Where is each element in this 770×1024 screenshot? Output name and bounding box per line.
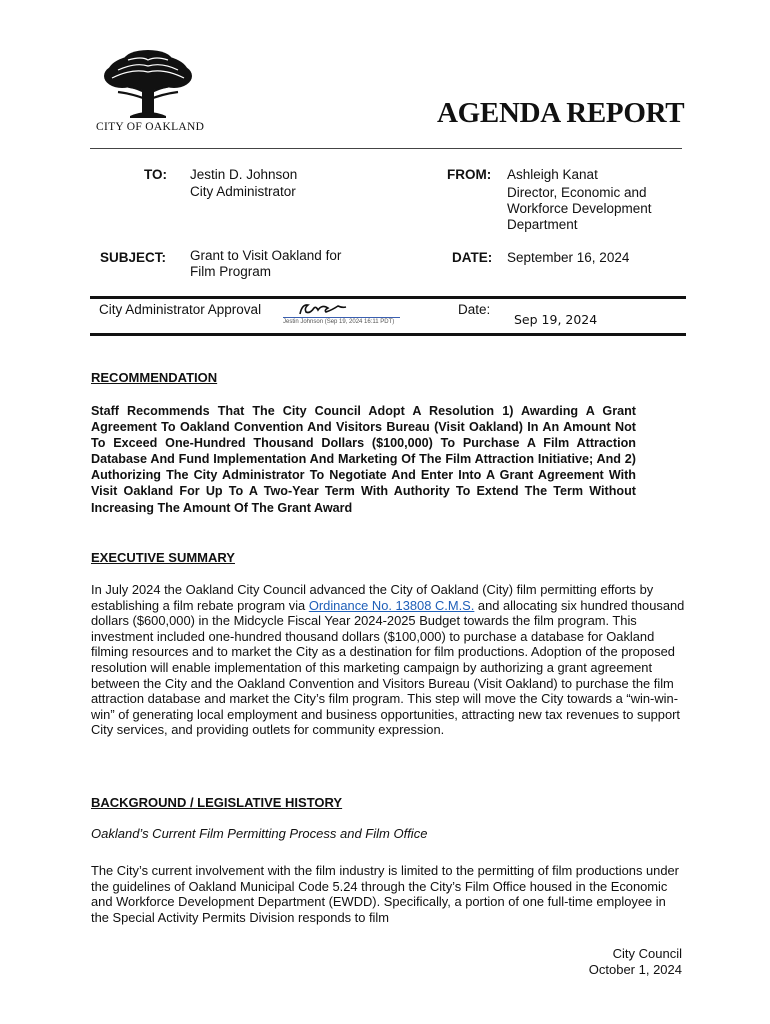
executive-summary-body <box>91 582 687 738</box>
subject-line-1: Grant to Visit Oakland for <box>190 248 342 263</box>
from-label: FROM: <box>447 167 492 182</box>
approval-top-rule <box>90 296 686 299</box>
approval-date-label: Date: <box>458 302 491 317</box>
executive-summary-heading: EXECUTIVE SUMMARY <box>91 550 235 565</box>
background-heading: BACKGROUND / LEGISLATIVE HISTORY <box>91 795 343 810</box>
signature-line <box>283 317 400 318</box>
subject-label: SUBJECT: <box>100 250 167 265</box>
approval-date-value: Sep 19, 2024 <box>514 312 598 327</box>
report-title: AGENDA REPORT <box>437 97 685 129</box>
date-value: September 16, 2024 <box>507 250 630 265</box>
from-name: Ashleigh Kanat <box>507 167 598 182</box>
recommendation-heading: RECOMMENDATION <box>91 370 218 385</box>
date-label: DATE: <box>452 250 493 265</box>
recommendation-body: Staff Recommends That The City Council Adopt A Resolution 1) Awarding A Grant Agreement To Oakland Convention And Visitors Bureau (Visit Oakland) In An Amount Not To Exceed One-Hundred Thousand Dollars ($100,000) To Purchase A Film Attraction Database And Fund Implementation And Marketing Of The Film Attraction Initiative; And 2) Authorizing The City Administrator To Negotiate And Enter Into A Grant Agreement With Visit Oakland For Up To A Two-Year Term With Authority To Extend The Term Without Increasing The Amount Of The Grant Award <box>91 404 636 515</box>
footer-meeting: City Council <box>612 946 682 961</box>
from-title-line-3: Department <box>507 217 578 232</box>
signature-mark <box>298 300 348 318</box>
executive-summary-text-1: In July 2024 the Oakland City Council advanced the City of Oakland (City) film permitting efforts by establishing a film rebate program via <box>91 582 654 613</box>
background-subheading: Oakland’s Current Film Permitting Process and Film Office <box>91 826 428 841</box>
subject-line-2: Film Program <box>190 264 272 279</box>
from-title-line-2: Workforce Development <box>507 201 652 216</box>
ordinance-link[interactable]: Ordinance No. 13808 C.M.S. <box>308 597 475 613</box>
background-body: The City’s current involvement with the film industry is limited to the permitting of film productions under the guidelines of Oakland Municipal Code 5.24 through the City’s Film Office housed in the Economic and Workforce Development Department (EWDD). Specifically, a portion of one full-time employee in the Special Activity Permits Division responds to film <box>91 863 679 925</box>
page-footer <box>589 946 682 978</box>
city-name: CITY OF OAKLAND <box>96 121 205 133</box>
approval-label: City Administrator Approval <box>99 302 262 317</box>
executive-summary-text-2: and allocating six hundred thousand dollars ($600,000) in the Midcycle Fiscal Year 2024-2025 Budget towards the film program. This investment included one-hundred thousand dollars ($100,000) to purchase a database for Oakland filming resources and to market the City as a destination for film productions. Adoption of the proposed resolution will enable implementation of this marketing campaign by authorizing a grant agreement between the City and the Oakland Convention and Visitors Bureau (Visit Oakland) to purchase the film attraction database and market the City’s film program. This step will move the City towards a “win-win-win” of generating local employment and business opportunities, attracting new tax revenues to support City services, and providing outlets for community expression. <box>91 597 685 738</box>
from-title-line-1: Director, Economic and <box>507 185 647 200</box>
footer-date: October 1, 2024 <box>588 962 682 977</box>
to-label: TO: <box>144 167 167 182</box>
signature-caption: Jestin Johnson (Sep 19, 2024 16:11 PDT) <box>283 319 395 325</box>
to-title: City Administrator <box>190 184 296 199</box>
header-rule <box>90 148 682 149</box>
approval-bottom-rule <box>90 333 686 336</box>
to-name: Jestin D. Johnson <box>190 167 298 182</box>
